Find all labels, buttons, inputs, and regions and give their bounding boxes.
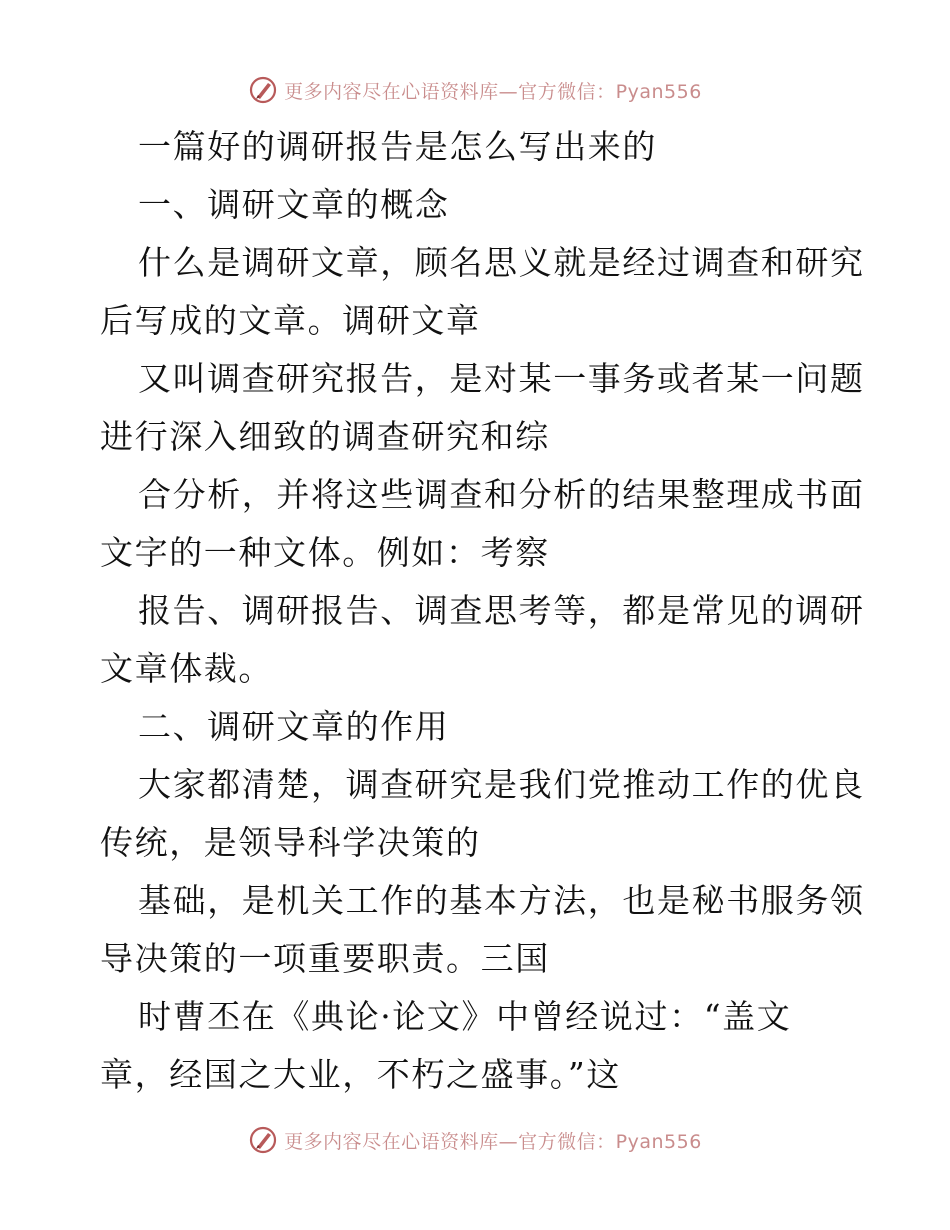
paragraph-line: 报告、调研报告、调查思考等，都是常见的调研 xyxy=(138,591,865,630)
paragraph xyxy=(100,234,865,350)
paragraph-line: 导决策的一项重要职责。三国 xyxy=(100,939,550,978)
pen-quill-logo-icon xyxy=(248,1125,278,1155)
paragraph-line: 什么是调研文章，顾名思义就是经过调查和研究 xyxy=(138,243,865,282)
footer-watermark-text: 更多内容尽在心语资料库—官方微信：Pyan556 xyxy=(284,1130,702,1153)
document-body xyxy=(100,118,865,1104)
paragraph-line: 进行深入细致的调查研究和综 xyxy=(100,417,550,456)
paragraph xyxy=(100,466,865,582)
paragraph xyxy=(100,988,860,1104)
paragraph-line: 合分析，并将这些调查和分析的结果整理成书面 xyxy=(138,475,865,514)
footer-watermark xyxy=(0,1120,950,1160)
paragraph xyxy=(100,872,865,988)
paragraph-line: 时曹丕在《典论·论文》中曾经说过：“盖文 xyxy=(138,997,792,1036)
paragraph-line: 后写成的文章。调研文章 xyxy=(100,301,481,340)
paragraph-line: 文章体裁。 xyxy=(100,649,273,688)
paragraph-line: 传统，是领导科学决策的 xyxy=(100,823,481,862)
header-watermark xyxy=(0,70,950,110)
section-heading-1: 一、调研文章的概念 xyxy=(138,185,450,224)
paragraph xyxy=(100,756,865,872)
section-heading-2: 二、调研文章的作用 xyxy=(138,707,450,746)
paragraph-line: 章，经国之大业，不朽之盛事。”这 xyxy=(100,1055,621,1094)
document-title: 一篇好的调研报告是怎么写出来的 xyxy=(138,127,657,166)
paragraph-line: 大家都清楚，调查研究是我们党推动工作的优良 xyxy=(138,765,865,804)
paragraph xyxy=(100,582,865,698)
paragraph-line: 又叫调查研究报告，是对某一事务或者某一问题 xyxy=(138,359,865,398)
pen-quill-logo-icon xyxy=(248,75,278,105)
paragraph-line: 文字的一种文体。例如：考察 xyxy=(100,533,550,572)
paragraph xyxy=(100,350,865,466)
paragraph-line: 基础，是机关工作的基本方法，也是秘书服务领 xyxy=(138,881,865,920)
header-watermark-text: 更多内容尽在心语资料库—官方微信：Pyan556 xyxy=(284,80,702,103)
